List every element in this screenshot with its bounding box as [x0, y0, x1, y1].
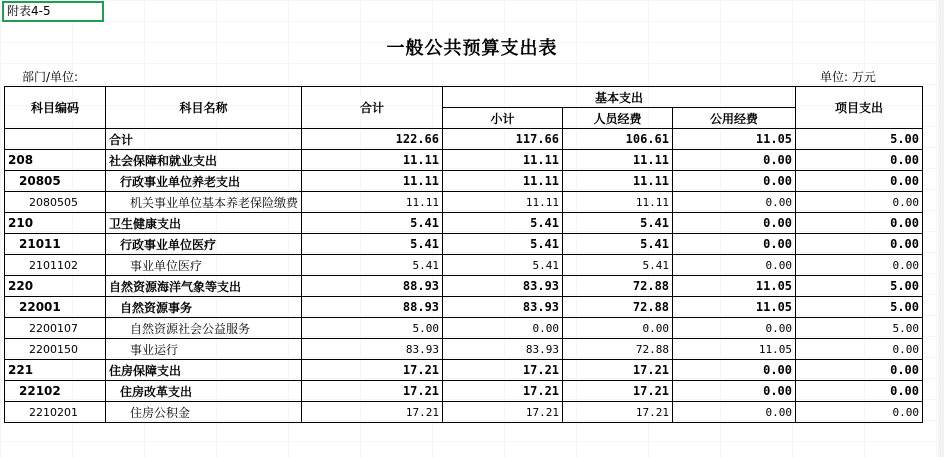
cell-total[interactable]: 11.11	[302, 171, 443, 192]
table-row	[5, 150, 923, 171]
cell-project[interactable]: 0.00	[796, 150, 923, 171]
header-basic[interactable]: 基本支出	[443, 87, 796, 108]
cell-subtotal[interactable]: 117.66	[443, 129, 563, 150]
cell-subtotal[interactable]: 17.21	[443, 360, 563, 381]
cell-public[interactable]: 0.00	[673, 318, 796, 339]
cell-personnel[interactable]: 11.11	[563, 192, 673, 213]
cell-subtotal[interactable]: 0.00	[443, 318, 563, 339]
cell-code[interactable]: 220	[5, 276, 106, 297]
cell-name[interactable]: 自然资源海洋气象等支出	[106, 276, 302, 297]
cell-name[interactable]: 行政事业单位医疗	[106, 234, 302, 255]
cell-personnel[interactable]: 106.61	[563, 129, 673, 150]
cell-project[interactable]: 0.00	[796, 402, 923, 423]
cell-code[interactable]: 22001	[5, 297, 106, 318]
cell-code[interactable]: 221	[5, 360, 106, 381]
cell-code[interactable]: 2200150	[5, 339, 106, 360]
cell-public[interactable]: 0.00	[673, 150, 796, 171]
table-row	[5, 213, 923, 234]
cell-code[interactable]: 2080505	[5, 192, 106, 213]
department-label: 部门/单位:	[22, 70, 79, 84]
cell-name[interactable]: 事业运行	[106, 339, 302, 360]
cell-public[interactable]: 0.00	[673, 381, 796, 402]
cell-project[interactable]: 5.00	[796, 129, 923, 150]
header-project[interactable]: 项目支出	[796, 87, 923, 129]
cell-name[interactable]: 住房公积金	[106, 402, 302, 423]
cell-total[interactable]: 17.21	[302, 402, 443, 423]
cell-total[interactable]: 11.11	[302, 150, 443, 171]
cell-total[interactable]: 83.93	[302, 339, 443, 360]
cell-personnel[interactable]: 5.41	[563, 234, 673, 255]
cell-subtotal[interactable]: 5.41	[443, 255, 563, 276]
cell-code[interactable]: 20805	[5, 171, 106, 192]
cell-project[interactable]: 5.00	[796, 276, 923, 297]
header-public[interactable]: 公用经费	[673, 108, 796, 129]
cell-personnel[interactable]: 17.21	[563, 381, 673, 402]
cell-project[interactable]: 0.00	[796, 192, 923, 213]
cell-code[interactable]: 2200107	[5, 318, 106, 339]
cell-name[interactable]: 自然资源事务	[106, 297, 302, 318]
cell-code[interactable]: 2101102	[5, 255, 106, 276]
cell-subtotal[interactable]: 5.41	[443, 234, 563, 255]
cell-name[interactable]: 社会保障和就业支出	[106, 150, 302, 171]
table-row	[5, 276, 923, 297]
cell-name[interactable]: 自然资源社会公益服务	[106, 318, 302, 339]
cell-subtotal[interactable]: 11.11	[443, 192, 563, 213]
cell-subtotal[interactable]: 83.93	[443, 297, 563, 318]
cell-name[interactable]: 卫生健康支出	[106, 213, 302, 234]
vertical-scrollbar[interactable]	[938, 0, 944, 457]
unit-label: 单位: 万元	[820, 70, 876, 84]
cell-code[interactable]: 2210201	[5, 402, 106, 423]
cell-public[interactable]: 11.05	[673, 276, 796, 297]
header-code[interactable]: 科目编码	[5, 87, 106, 129]
cell-total[interactable]: 5.00	[302, 318, 443, 339]
cell-name[interactable]: 机关事业单位基本养老保险缴费	[106, 192, 302, 213]
cell-public[interactable]: 0.00	[673, 234, 796, 255]
cell-personnel[interactable]: 5.41	[563, 255, 673, 276]
cell-project[interactable]: 0.00	[796, 339, 923, 360]
cell-personnel[interactable]: 0.00	[563, 318, 673, 339]
page-title: 一般公共预算支出表	[386, 38, 558, 59]
table-row	[5, 360, 923, 381]
cell-project[interactable]: 5.00	[796, 297, 923, 318]
cell-code[interactable]: 22102	[5, 381, 106, 402]
cell-project[interactable]: 0.00	[796, 171, 923, 192]
table-row	[5, 318, 923, 339]
cell-personnel[interactable]: 11.11	[563, 150, 673, 171]
cell-total[interactable]: 122.66	[302, 129, 443, 150]
cell-project[interactable]: 0.00	[796, 213, 923, 234]
cell-name[interactable]: 合计	[106, 129, 302, 150]
cell-code[interactable]	[5, 129, 106, 150]
cell-total[interactable]: 5.41	[302, 213, 443, 234]
cell-total[interactable]: 5.41	[302, 255, 443, 276]
cell-public[interactable]: 0.00	[673, 255, 796, 276]
cell-public[interactable]: 11.05	[673, 297, 796, 318]
table-row	[5, 402, 923, 423]
cell-subtotal[interactable]: 11.11	[443, 150, 563, 171]
selected-cell-a1[interactable]: 附表4-5	[2, 1, 104, 22]
cell-personnel[interactable]: 11.11	[563, 171, 673, 192]
cell-project[interactable]: 0.00	[796, 360, 923, 381]
cell-personnel[interactable]: 5.41	[563, 213, 673, 234]
cell-public[interactable]: 0.00	[673, 171, 796, 192]
cell-public[interactable]: 11.05	[673, 129, 796, 150]
table-row	[5, 297, 923, 318]
cell-subtotal[interactable]: 17.21	[443, 402, 563, 423]
cell-personnel[interactable]: 17.21	[563, 360, 673, 381]
table-row	[5, 381, 923, 402]
cell-total[interactable]: 11.11	[302, 192, 443, 213]
cell-project[interactable]: 5.00	[796, 318, 923, 339]
cell-subtotal[interactable]: 17.21	[443, 381, 563, 402]
cell-name[interactable]: 住房保障支出	[106, 360, 302, 381]
cell-name[interactable]: 行政事业单位养老支出	[106, 171, 302, 192]
cell-project[interactable]: 0.00	[796, 381, 923, 402]
cell-personnel[interactable]: 72.88	[563, 339, 673, 360]
cell-project[interactable]: 0.00	[796, 255, 923, 276]
cell-name[interactable]: 住房改革支出	[106, 381, 302, 402]
budget-table	[4, 86, 923, 423]
table-row	[5, 339, 923, 360]
cell-public[interactable]: 0.00	[673, 360, 796, 381]
cell-public[interactable]: 0.00	[673, 213, 796, 234]
cell-total[interactable]: 5.41	[302, 234, 443, 255]
cell-name[interactable]: 事业单位医疗	[106, 255, 302, 276]
cell-code[interactable]: 21011	[5, 234, 106, 255]
cell-total[interactable]: 17.21	[302, 381, 443, 402]
cell-subtotal[interactable]: 11.11	[443, 171, 563, 192]
cell-total[interactable]: 88.93	[302, 297, 443, 318]
table-row	[5, 255, 923, 276]
header-personnel[interactable]: 人员经费	[563, 108, 673, 129]
cell-total[interactable]: 17.21	[302, 360, 443, 381]
cell-public[interactable]: 0.00	[673, 192, 796, 213]
cell-code[interactable]: 210	[5, 213, 106, 234]
cell-public[interactable]: 0.00	[673, 402, 796, 423]
table-row	[5, 129, 923, 150]
header-name[interactable]: 科目名称	[106, 87, 302, 129]
cell-public[interactable]: 11.05	[673, 339, 796, 360]
cell-subtotal[interactable]: 83.93	[443, 276, 563, 297]
cell-personnel[interactable]: 72.88	[563, 276, 673, 297]
cell-code[interactable]: 208	[5, 150, 106, 171]
header-subtotal[interactable]: 小计	[443, 108, 563, 129]
cell-total[interactable]: 88.93	[302, 276, 443, 297]
header-total[interactable]: 合计	[302, 87, 443, 129]
cell-subtotal[interactable]: 5.41	[443, 213, 563, 234]
table-row	[5, 171, 923, 192]
cell-project[interactable]: 0.00	[796, 234, 923, 255]
table-row	[5, 192, 923, 213]
cell-personnel[interactable]: 72.88	[563, 297, 673, 318]
table-row	[5, 234, 923, 255]
cell-personnel[interactable]: 17.21	[563, 402, 673, 423]
cell-subtotal[interactable]: 83.93	[443, 339, 563, 360]
